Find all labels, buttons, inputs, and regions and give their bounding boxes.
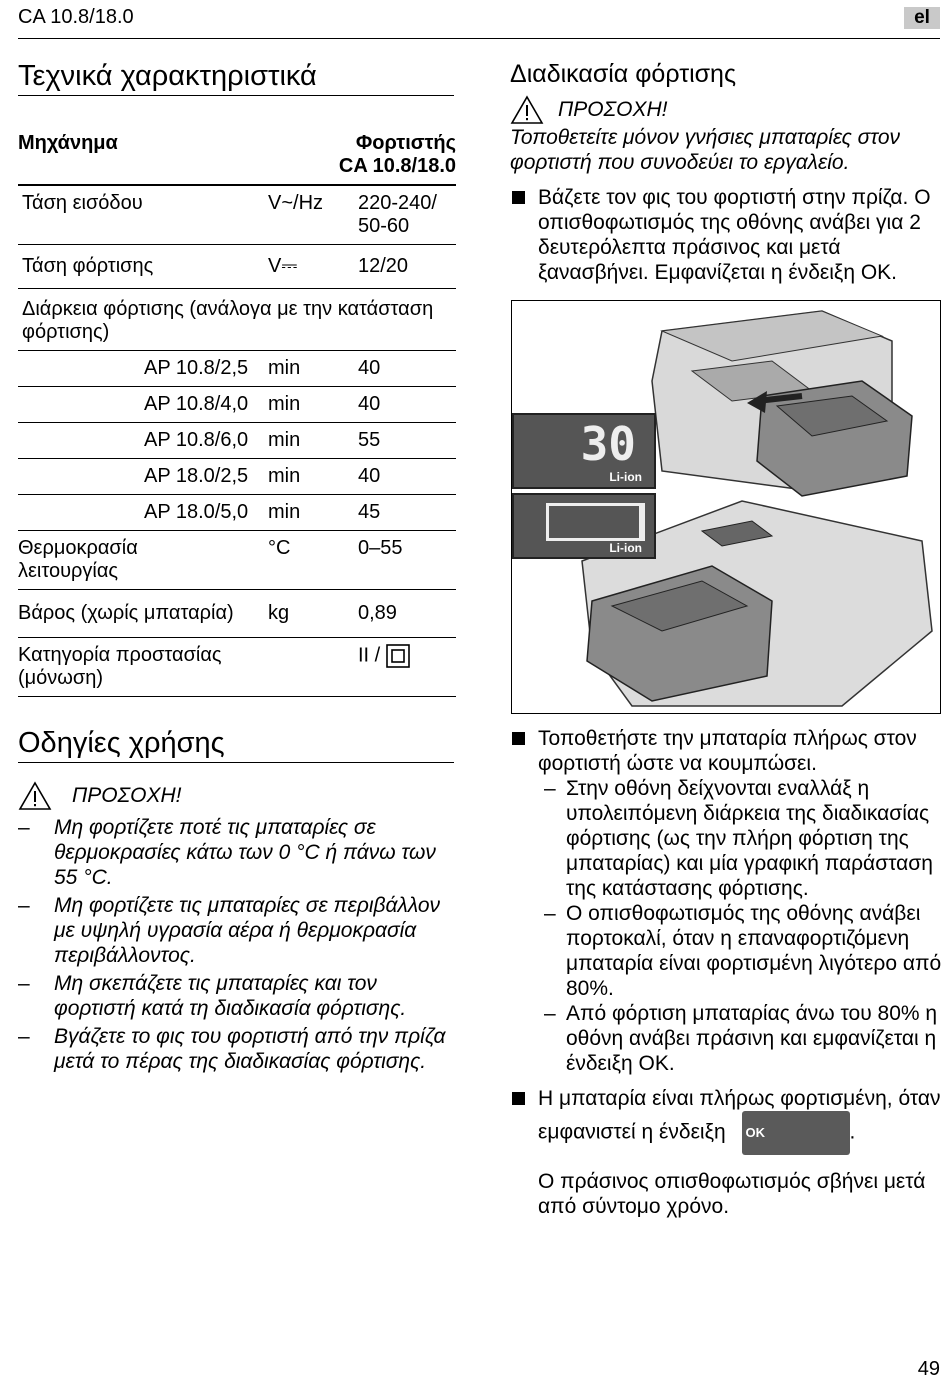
ok-display-label: OK — [745, 1125, 766, 1140]
battery-unit: min — [268, 495, 358, 531]
list-item: – Μη φορτίζετε ποτέ τις μπαταρίες σε θερμοκρασίες κάτω των 0 °C ή πάνω των 55 °C. — [18, 815, 456, 890]
input-voltage-unit: V~/Hz — [268, 185, 358, 245]
input-voltage-value: 220-240/ 50-60 — [358, 185, 456, 245]
head-charger-label: Φορτιστής — [355, 132, 456, 154]
protection-label: Κατηγορία προστασίας (μόνωση) — [18, 638, 268, 697]
table-row — [18, 459, 456, 495]
tech-specs-table — [18, 122, 456, 697]
usage-caution — [18, 781, 456, 811]
charging-steps-lower — [510, 726, 942, 1229]
usage-warnings-list — [18, 815, 456, 1074]
list-item: Βάζετε τον φις του φορτιστή στην πρίζα. Ο οπισθοφωτισμός της οθόνης ανάβει για 2 δευτερόλεπτα πράσινος και μετά ξανασβήνει. Εμφανίζεται η ένδειξη OK. — [510, 185, 940, 285]
list-item: – Στην οθόνη δείχνονται εναλλάξ η υπολειπόμενη διάρκεια της διαδικασίας φόρτισης (ως την πλήρη φόρτιση της μπαταρίας) και μία γραφική παράσταση της κατάστασης φόρτισης. — [538, 776, 942, 901]
step-2-text: Τοποθετήστε την μπαταρία πλήρως στον φορτιστή ώστε να κουμπώσει. — [538, 727, 917, 775]
ok-display-icon — [742, 1111, 850, 1155]
battery-time: 45 — [358, 495, 456, 531]
table-row — [18, 638, 456, 697]
head-charger — [268, 122, 456, 185]
battery-name: AP 18.0/2,5 — [18, 459, 268, 495]
battery-name: AP 18.0/5,0 — [18, 495, 268, 531]
charging-caution-label: ΠΡΟΣΟΧΗ! — [558, 98, 668, 121]
document-model-title: CA 10.8/18.0 — [18, 6, 134, 28]
list-item — [510, 726, 942, 1076]
weight-value: 0,89 — [358, 590, 456, 638]
list-item: – Μη φορτίζετε τις μπαταρίες σε περιβάλλον με υψηλή υγρασία αέρα ή θερμοκρασία περιβάλλοντος. — [18, 893, 456, 968]
list-item: – Από φόρτιση μπαταρίας άνω του 80% η οθόνη ανάβει πράσινη και εμφανίζεται η ένδειξη OK. — [538, 1001, 942, 1076]
charging-caution-text: Τοποθετείτε μόνον γνήσιες μπαταρίες στον φορτιστή που συνοδεύει το εργαλείο. — [510, 126, 901, 174]
battery-name: AP 10.8/6,0 — [18, 423, 268, 459]
usage-title: Οδηγίες χρήσης — [18, 727, 454, 763]
table-row — [18, 245, 456, 289]
battery-unit: min — [268, 423, 358, 459]
temperature-label: Θερμοκρασία λειτουργίας — [18, 531, 268, 590]
usage-caution-label: ΠΡΟΣΟΧΗ! — [72, 784, 182, 807]
list-item: – Βγάζετε το φις του φορτιστή από την πρίζα μετά το πέρας της διαδικασίας φόρτισης. — [18, 1024, 456, 1074]
charging-title: Διαδικασία φόρτισης — [510, 60, 737, 88]
head-charger-model: CA 10.8/18.0 — [338, 155, 456, 177]
battery-time: 40 — [358, 387, 456, 423]
display-liion-2: Li-ion — [609, 541, 642, 555]
weight-label: Βάρος (χωρίς μπαταρία) — [18, 590, 268, 638]
temperature-unit: °C — [268, 531, 358, 590]
step-3-text: Η μπαταρία είναι πλήρως φορτισμένη, όταν εμφανιστεί η ένδειξη — [538, 1087, 941, 1144]
display-time-value: 30 — [580, 417, 636, 471]
display-liion: Li-ion — [609, 470, 642, 484]
battery-unit: min — [268, 459, 358, 495]
double-insulation-icon — [386, 644, 410, 668]
table-header-row — [18, 122, 456, 185]
battery-name: AP 10.8/4,0 — [18, 387, 268, 423]
warning-icon — [18, 781, 52, 811]
battery-unit: min — [268, 351, 358, 387]
charger-illustration — [511, 300, 941, 714]
table-row — [18, 531, 456, 590]
charge-duration-label: Διάρκεια φόρτισης (ανάλογα με την κατάσταση φόρτισης) — [18, 289, 456, 351]
battery-graph-icon — [546, 503, 645, 541]
charge-voltage-unit: V⎓ — [268, 245, 358, 289]
warning-icon — [510, 95, 544, 125]
display-time — [512, 413, 656, 489]
table-row — [18, 590, 456, 638]
header-divider — [18, 38, 940, 39]
table-row — [18, 289, 456, 351]
battery-time: 40 — [358, 351, 456, 387]
battery-time: 40 — [358, 459, 456, 495]
battery-unit: min — [268, 387, 358, 423]
language-badge: el — [904, 7, 940, 29]
charge-voltage-label: Τάση φόρτισης — [18, 245, 268, 289]
table-row — [18, 495, 456, 531]
protection-class-text: II / — [358, 644, 381, 667]
protection-value — [268, 638, 456, 697]
charging-steps-list — [510, 726, 942, 1219]
temperature-value: 0–55 — [358, 531, 456, 590]
charge-voltage-value: 12/20 — [358, 245, 456, 289]
step-3-note: Ο πράσινος οπισθοφωτισμός σβήνει μετά από σύντομο χρόνο. — [538, 1170, 926, 1218]
left-column — [18, 60, 456, 1077]
step-2-sublist — [538, 776, 942, 1076]
charging-caution — [510, 95, 940, 125]
table-row — [18, 387, 456, 423]
table-row — [18, 185, 456, 245]
right-column — [510, 60, 940, 295]
weight-unit: kg — [268, 590, 358, 638]
list-item — [510, 1086, 942, 1219]
page-number: 49 — [917, 1358, 940, 1380]
battery-name: AP 10.8/2,5 — [18, 351, 268, 387]
step-3-period: . — [849, 1120, 856, 1144]
tech-specs-title: Τεχνικά χαρακτηριστικά — [18, 60, 454, 96]
table-row — [18, 351, 456, 387]
input-voltage-label: Τάση εισόδου — [18, 185, 268, 245]
head-machine: Μηχάνημα — [18, 122, 268, 185]
table-row — [18, 423, 456, 459]
battery-time: 55 — [358, 423, 456, 459]
list-item: – Ο οπισθοφωτισμός της οθόνης ανάβει πορτοκαλί, όταν η επαναφορτιζόμενη μπαταρία είναι φορτισμένη λιγότερο από 80%. — [538, 901, 942, 1001]
list-item: – Μη σκεπάζετε τις μπαταρίες και τον φορτιστή κατά τη διαδικασία φόρτισης. — [18, 971, 456, 1021]
charging-step-1 — [510, 185, 940, 285]
display-charge-graph — [512, 493, 656, 559]
